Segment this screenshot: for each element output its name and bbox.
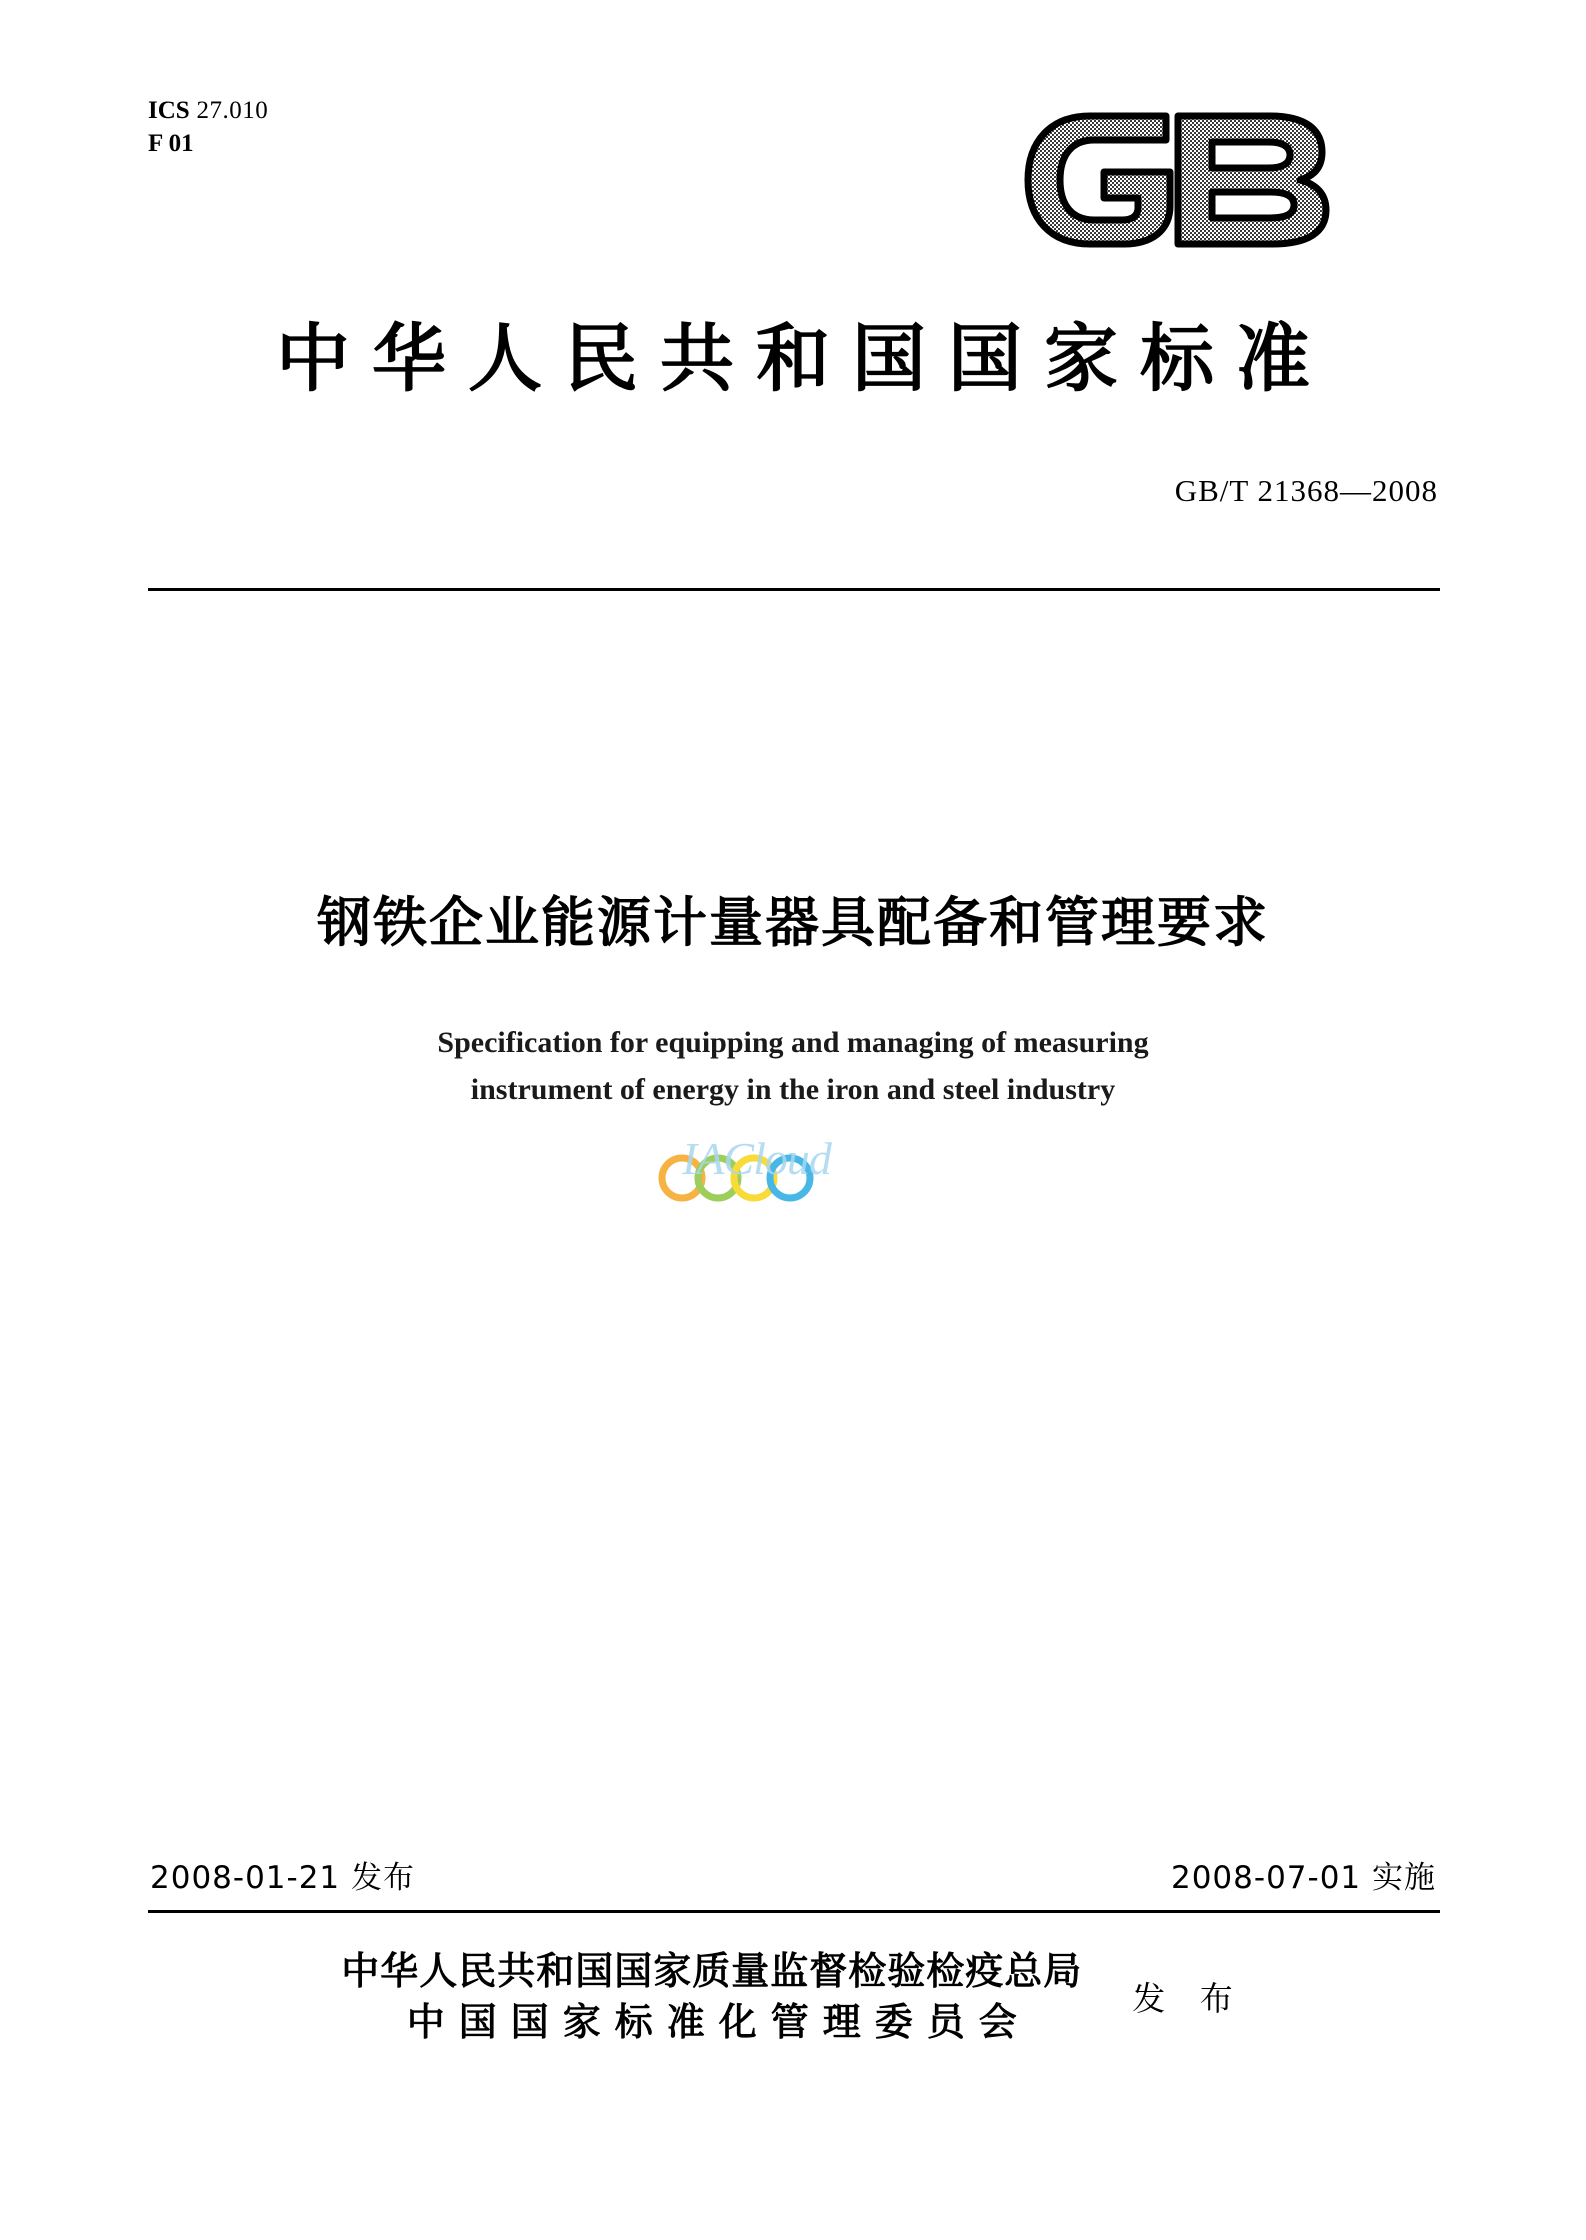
ics-line-2 — [148, 128, 268, 161]
gb-logo-icon — [1020, 110, 1340, 250]
divider-top — [148, 588, 1440, 591]
ics-label: ICS — [148, 97, 190, 124]
divider-bottom — [148, 1910, 1440, 1913]
ics-category-code: F 01 — [148, 129, 194, 157]
document-title-english-line-1: Specification for equipping and managing of measuring — [437, 1026, 1149, 1059]
document-title-chinese: 钢铁企业能源计量器具配备和管理要求 — [317, 891, 1269, 954]
standard-number: GB/T 21368—2008 — [1174, 473, 1438, 508]
document-title-english-line-2: instrument of energy in the iron and steel industry — [470, 1072, 1116, 1106]
watermark-text: IACloud — [682, 1133, 831, 1184]
publisher-action-label: 发 布 — [1132, 1978, 1245, 2018]
publisher-name-line-2: 中国国家标准化管理委员会 — [406, 1999, 1031, 2045]
document-title-english — [0, 1020, 1586, 1113]
ics-line-1 — [148, 95, 268, 128]
publisher-name-line-1: 中华人民共和国国家质量监督检验检疫总局 — [341, 1948, 1083, 1993]
ics-classification-block — [148, 95, 268, 160]
ics-value: 27.010 — [196, 97, 269, 124]
implementation-date: 2008-07-01 实施 — [1170, 1860, 1436, 1896]
page-title: 中华人民共和国国家标准 — [276, 316, 1332, 402]
release-date: 2008-01-21 发布 — [150, 1860, 416, 1896]
publisher-block — [0, 1945, 1586, 2048]
